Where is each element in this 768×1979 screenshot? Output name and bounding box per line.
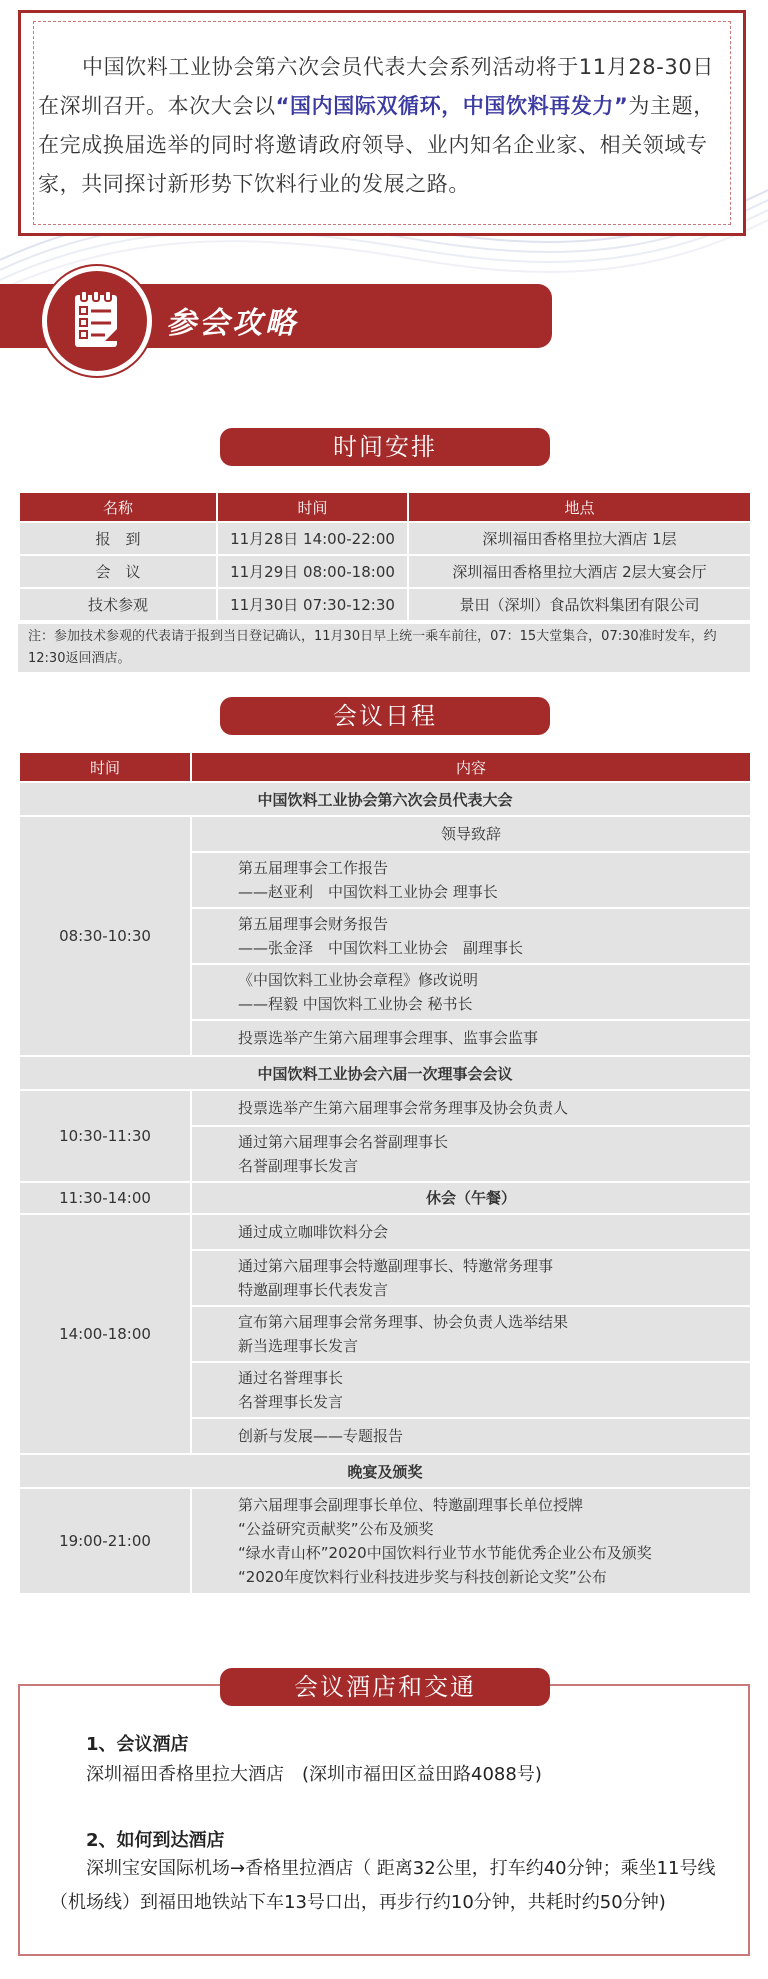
- schedule-cell-location: 深圳福田香格里拉大酒店 2层大宴会厅: [408, 555, 751, 588]
- schedule-cell-name: 会 议: [19, 555, 217, 588]
- hotel-heading: 1、会议酒店: [86, 1734, 189, 1755]
- agenda-item-line: 《中国饮料工业协会章程》修改说明: [238, 971, 479, 989]
- agenda-item: 休会（午餐）: [191, 1182, 751, 1214]
- schedule-title: 时间安排: [220, 428, 550, 466]
- agenda-item-line: ——张金泽 中国饮料工业协会 副理事长: [238, 939, 524, 957]
- banner-title: 参会攻略: [166, 306, 298, 341]
- schedule-header-location: 地点: [408, 492, 751, 522]
- agenda-item-line: “2020年度饮料行业科技进步奖与科技创新论文奖”公布: [238, 1568, 607, 1586]
- agenda-item-line: 名誉理事长发言: [238, 1393, 344, 1411]
- table-row: [19, 1488, 751, 1594]
- transport-directions: 深圳宝安国际机场→香格里拉酒店（ 距离32公里，打车约40分钟；乘坐11号线（机场线）到福田地铁站下车13号口出，再步行约10分钟，共耗时约50分钟): [50, 1858, 716, 1913]
- schedule-cell-time: 11月28日 14:00-22:00: [217, 522, 408, 555]
- schedule-cell-name: 报 到: [19, 522, 217, 555]
- agenda-section-row: [19, 1056, 751, 1090]
- agenda-item-line: 通过名誉理事长: [238, 1369, 344, 1387]
- agenda-item-line: 通过第六届理事会特邀副理事长、特邀常务理事: [238, 1257, 554, 1275]
- schedule-cell-name: 技术参观: [19, 588, 217, 621]
- agenda-section-title: 中国饮料工业协会第六次会员代表大会: [19, 782, 751, 816]
- agenda-time: 19:00-21:00: [19, 1488, 191, 1594]
- checklist-icon: [42, 266, 152, 376]
- agenda-section-title: 中国饮料工业协会六届一次理事会会议: [19, 1056, 751, 1090]
- agenda-item-line: “公益研究贡献奖”公布及颁奖: [238, 1520, 434, 1538]
- agenda-item: [191, 1362, 751, 1418]
- agenda-item: [191, 852, 751, 908]
- agenda-title: 会议日程: [220, 697, 550, 735]
- schedule-cell-location: 景田（深圳）食品饮料集团有限公司: [408, 588, 751, 621]
- agenda-item: 通过成立咖啡饮料分会: [191, 1214, 751, 1250]
- agenda-table: [18, 751, 752, 1595]
- hotel-title: 会议酒店和交通: [220, 1668, 550, 1706]
- table-row: [19, 555, 751, 588]
- agenda-item-line: ——赵亚利 中国饮料工业协会 理事长: [238, 883, 498, 901]
- agenda-item-line: 第六届理事会副理事长单位、特邀副理事长单位授牌: [238, 1496, 584, 1514]
- agenda-time: 08:30-10:30: [19, 816, 191, 1056]
- schedule-header-name: 名称: [19, 492, 217, 522]
- agenda-item: [191, 908, 751, 964]
- table-row: [19, 1090, 751, 1126]
- agenda-item: 投票选举产生第六届理事会常务理事及协会负责人: [191, 1090, 751, 1126]
- agenda-item: 投票选举产生第六届理事会理事、监事会监事: [191, 1020, 751, 1056]
- schedule-table: [18, 491, 752, 622]
- agenda-header-time: 时间: [19, 752, 191, 782]
- transport-heading: 2、如何到达酒店: [86, 1830, 225, 1851]
- agenda-time: 10:30-11:30: [19, 1090, 191, 1182]
- agenda-time: 11:30-14:00: [19, 1182, 191, 1214]
- intro-text-a: 中国饮料工业协会第六次会员代表大会系列活动将于11月28-30日在深圳召开。本次大会以: [38, 55, 714, 118]
- agenda-item-line: 宣布第六届理事会常务理事、协会负责人选举结果: [238, 1313, 569, 1331]
- agenda-item: [191, 1126, 751, 1182]
- table-row: [19, 1214, 751, 1250]
- agenda-item-line: 名誉副理事长发言: [238, 1157, 359, 1175]
- agenda-item-line: 第五届理事会财务报告: [238, 915, 389, 933]
- schedule-cell-location: 深圳福田香格里拉大酒店 1层: [408, 522, 751, 555]
- agenda-section-title: 晚宴及颁奖: [19, 1454, 751, 1488]
- agenda-item-line: 通过第六届理事会名誉副理事长: [238, 1133, 449, 1151]
- agenda-item: 创新与发展——专题报告: [191, 1418, 751, 1454]
- schedule-note: 注：参加技术参观的代表请于报到当日登记确认，11月30日早上统一乘车前往，07：15大堂集合，07:30准时发车，约12:30返回酒店。: [18, 624, 750, 672]
- hotel-address: 深圳福田香格里拉大酒店 (深圳市福田区益田路4088号): [86, 1764, 542, 1785]
- agenda-item: 领导致辞: [191, 816, 751, 852]
- agenda-section-row: [19, 1454, 751, 1488]
- table-row: [19, 1182, 751, 1214]
- agenda-item: [191, 1250, 751, 1306]
- agenda-item: [191, 964, 751, 1020]
- schedule-cell-time: 11月30日 07:30-12:30: [217, 588, 408, 621]
- agenda-item-line: ——程毅 中国饮料工业协会 秘书长: [238, 995, 473, 1013]
- agenda-time: 14:00-18:00: [19, 1214, 191, 1454]
- schedule-header-time: 时间: [217, 492, 408, 522]
- schedule-header-row: [19, 492, 751, 522]
- agenda-item-line: 新当选理事长发言: [238, 1337, 359, 1355]
- schedule-cell-time: 11月29日 08:00-18:00: [217, 555, 408, 588]
- agenda-item-line: 第五届理事会工作报告: [238, 859, 389, 877]
- table-row: [19, 816, 751, 852]
- agenda-section-row: [19, 782, 751, 816]
- agenda-header-row: [19, 752, 751, 782]
- agenda-item: [191, 1488, 751, 1594]
- agenda-item-line: 特邀副理事长代表发言: [238, 1281, 389, 1299]
- agenda-item: [191, 1306, 751, 1362]
- intro-text-b: 为主题，在完成换届选举的同时将邀请政府领导、业内知名企业家、相关领域专家，共同探讨新形势下饮料行业的发展之路。: [38, 94, 715, 196]
- intro-paragraph: [38, 48, 718, 204]
- table-row: [19, 588, 751, 621]
- agenda-header-content: 内容: [191, 752, 751, 782]
- table-row: [19, 522, 751, 555]
- intro-theme-highlight: “国内国际双循环，中国饮料再发力”: [275, 94, 629, 118]
- agenda-item-line: “绿水青山杯”2020中国饮料行业节水节能优秀企业公布及颁奖: [238, 1544, 652, 1562]
